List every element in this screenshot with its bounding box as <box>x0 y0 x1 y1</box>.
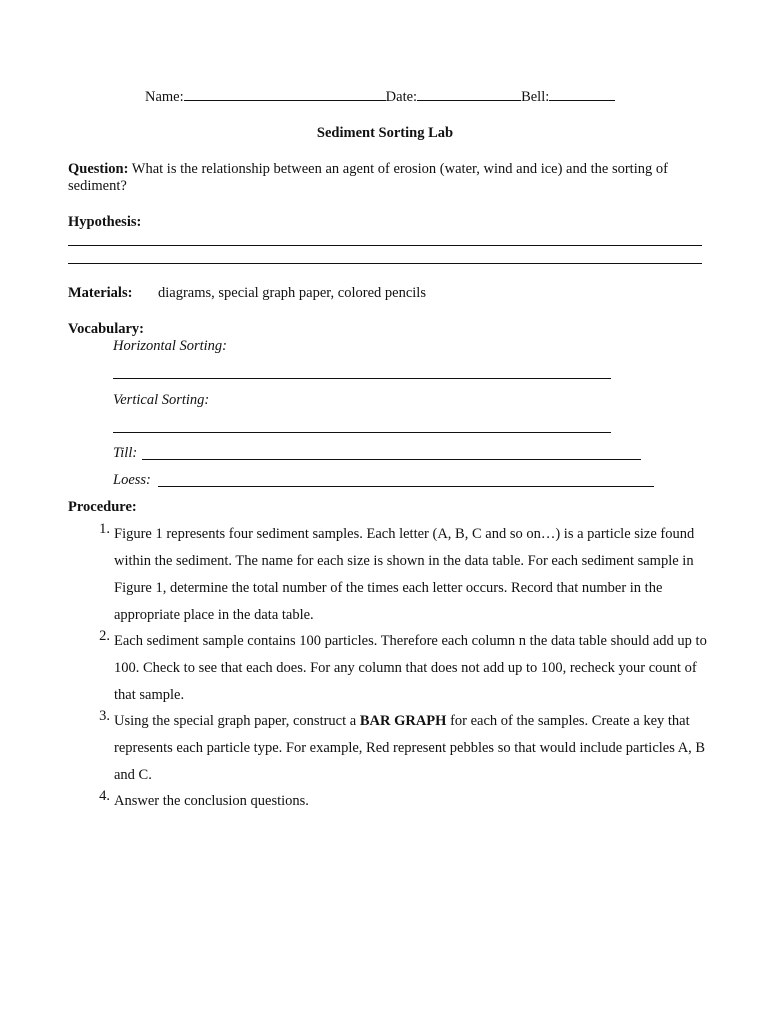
procedure-item-number: 1. <box>99 521 110 537</box>
materials-label: Materials: <box>68 285 133 301</box>
procedure-item-number: 4. <box>99 788 110 804</box>
procedure-item-text: Figure 1 represents four sediment samples. Each letter (A, B, C and so on…) is a particle size found within the sediment. The name for each size is shown in the data table. For each sediment sample in Figure 1, determine the total number of the times each letter occurs. Record that number in the appropriate place in the data table. <box>114 526 695 623</box>
procedure-item-text: Each sediment sample contains 100 particles. Therefore each column n the data table should add up to 100. Check to see that each does. For any column that does not add up to 100, recheck your count of that sample. <box>114 633 707 703</box>
bell-label: Bell: <box>521 89 550 105</box>
procedure-item-number: 2. <box>99 628 110 644</box>
procedure-item-number: 3. <box>99 708 110 724</box>
bell-blank[interactable] <box>549 99 615 101</box>
horizontal-sorting-term: Horizontal Sorting: <box>113 338 227 354</box>
hypothesis-line-2[interactable] <box>68 263 702 264</box>
loess-line[interactable] <box>158 486 654 487</box>
vocabulary-label: Vocabulary: <box>68 321 144 337</box>
procedure-label: Procedure: <box>68 499 137 515</box>
loess-term: Loess: <box>113 472 151 488</box>
date-blank[interactable] <box>417 99 521 101</box>
till-line[interactable] <box>142 459 641 460</box>
name-blank[interactable] <box>184 99 386 101</box>
materials-text: diagrams, special graph paper, colored pencils <box>158 285 426 301</box>
till-term: Till: <box>113 445 138 461</box>
question-text: What is the relationship between an agent of erosion (water, wind and ice) and the sorting of <box>128 161 668 177</box>
horizontal-sorting-line[interactable] <box>113 378 611 379</box>
procedure-item-text <box>114 708 714 789</box>
header-fields <box>145 89 615 105</box>
procedure-item-text-part: Using the special graph paper, construct a <box>114 713 360 729</box>
vertical-sorting-term: Vertical Sorting: <box>113 392 210 408</box>
bar-graph-emphasis: BAR GRAPH <box>359 713 447 729</box>
hypothesis-label: Hypothesis: <box>68 214 142 230</box>
question-line-1 <box>68 161 668 178</box>
procedure-item-text-part: for each of the samples. Create a key that represents each particle type. For example, Red represent pebbles so that would include particles A, B and C. <box>114 713 706 783</box>
name-label: Name: <box>145 89 184 105</box>
vertical-sorting-line[interactable] <box>113 432 611 433</box>
page-title: Sediment Sorting Lab <box>316 125 454 141</box>
question-label: Question: <box>68 161 129 177</box>
date-label: Date: <box>385 89 418 105</box>
question-line-2: sediment? <box>68 178 127 194</box>
hypothesis-line-1[interactable] <box>68 245 702 246</box>
procedure-item-text: Answer the conclusion questions. <box>114 793 309 809</box>
